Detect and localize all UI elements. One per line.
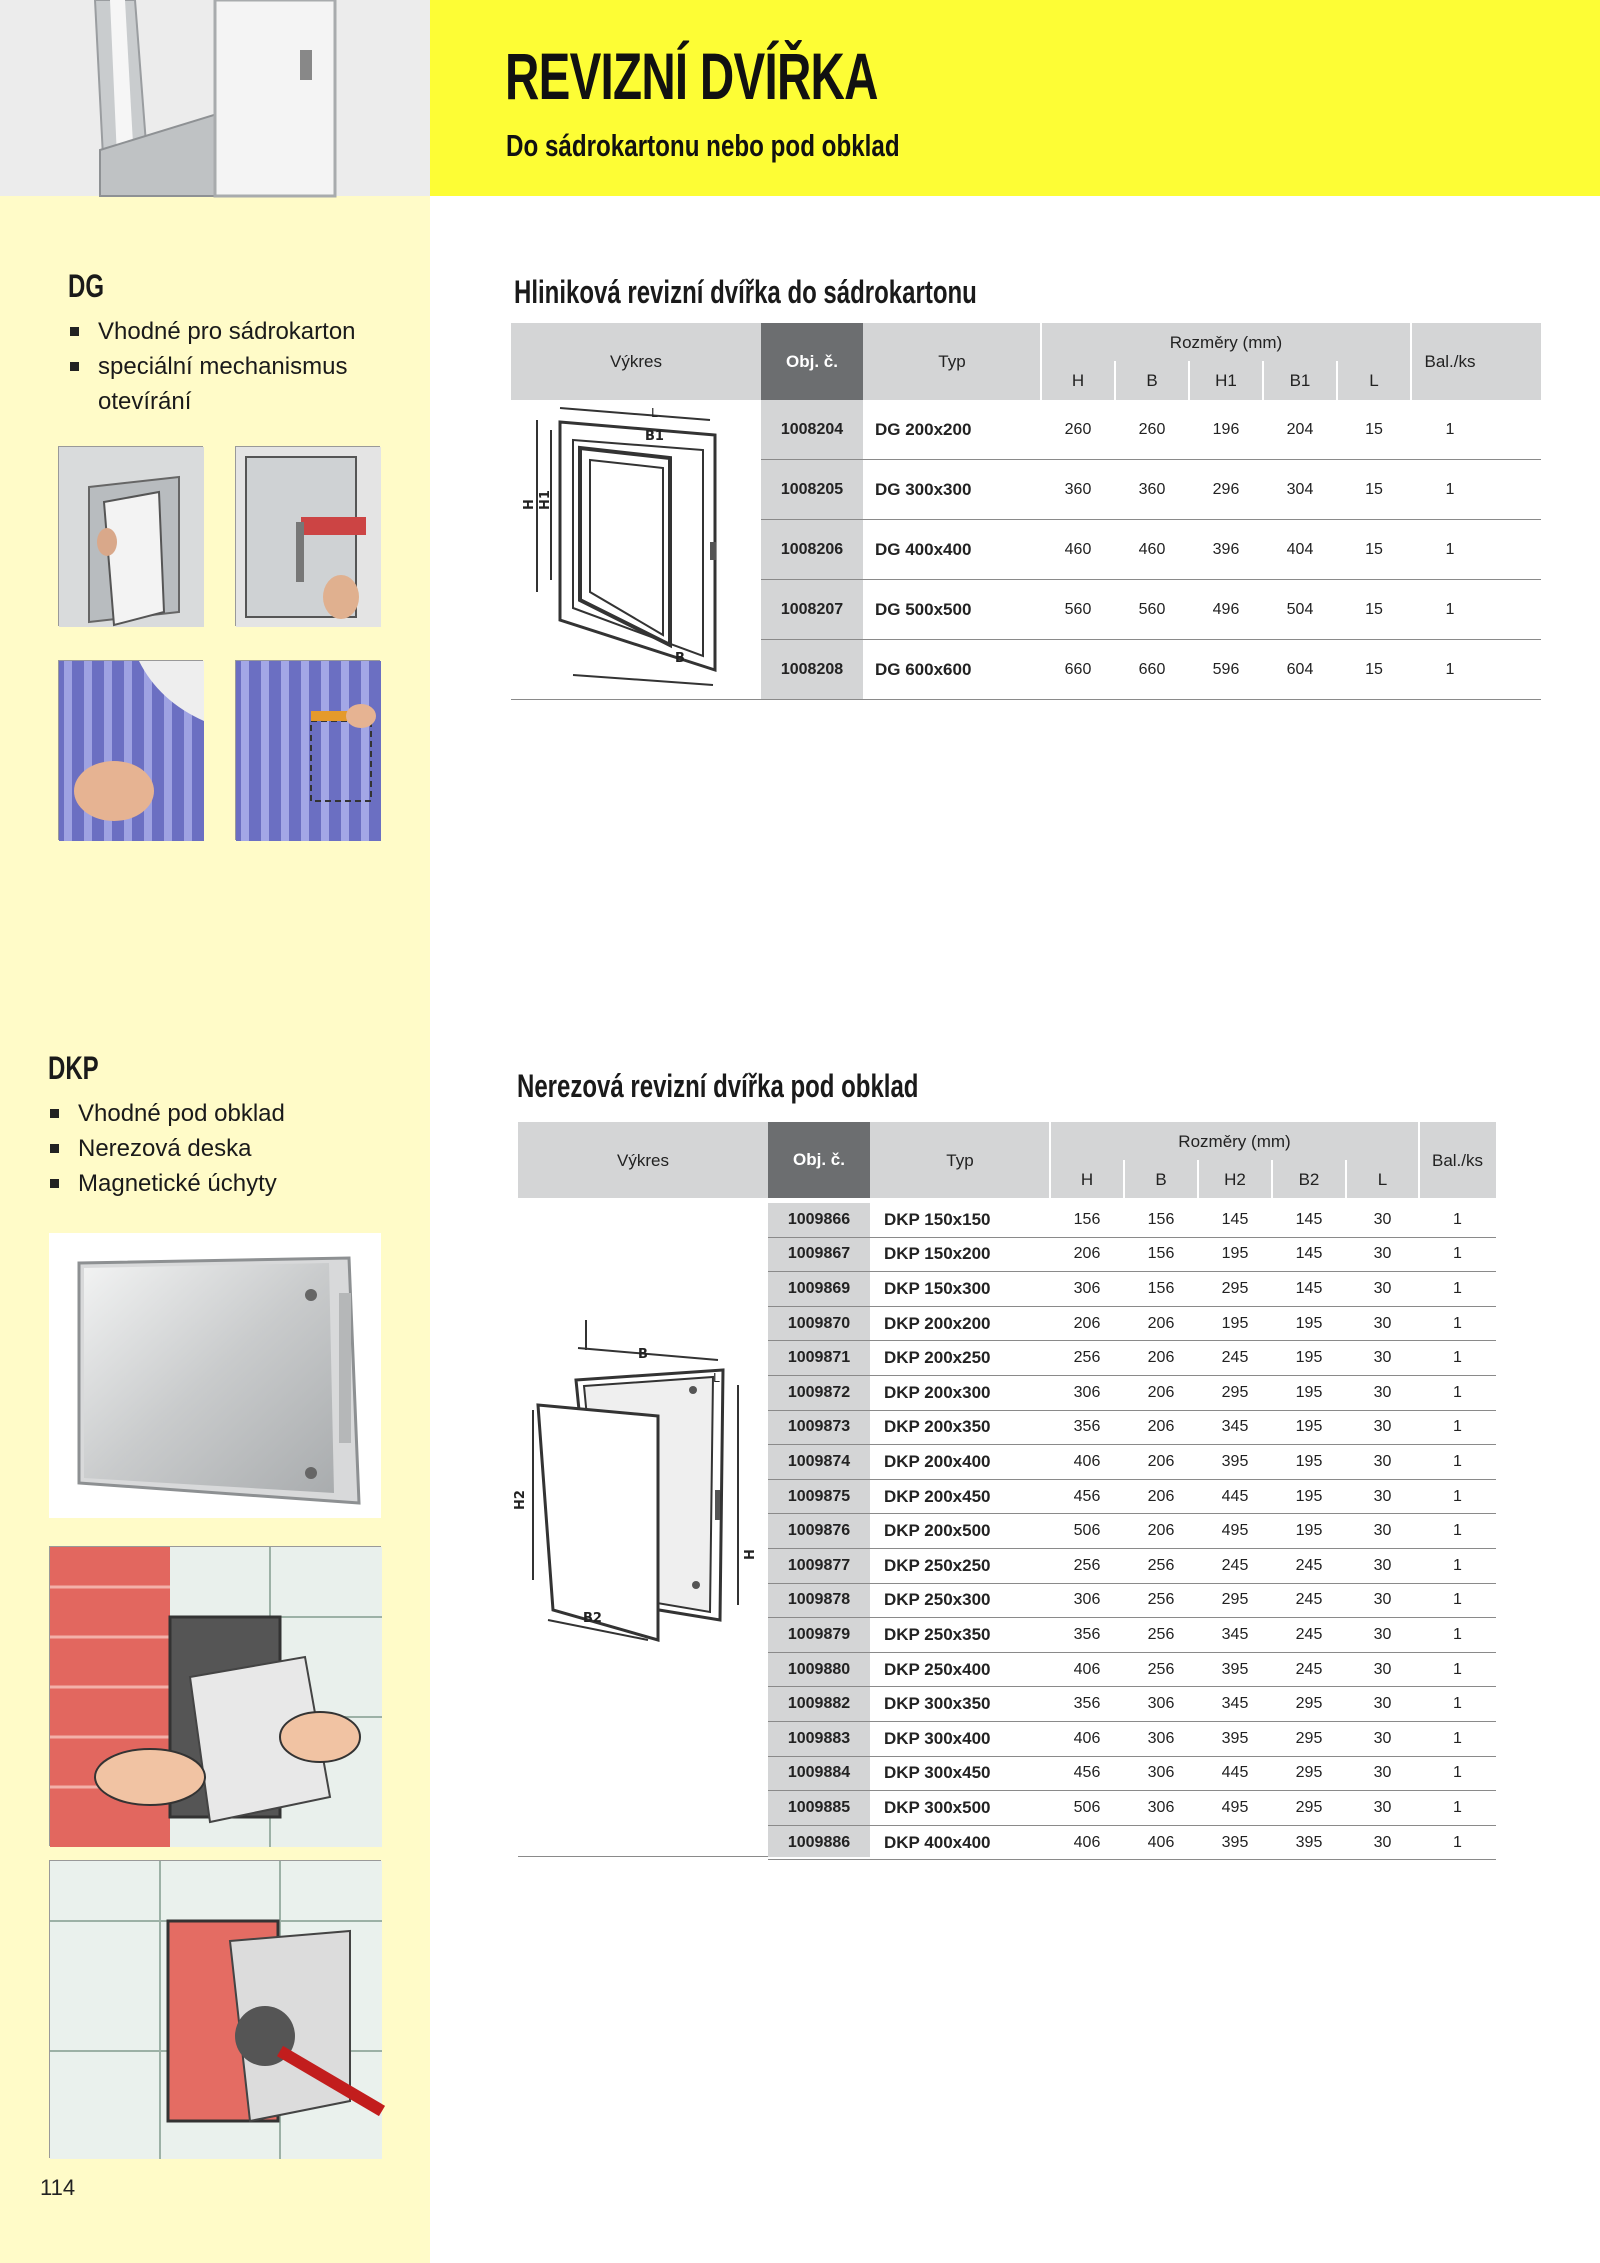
cell-x1: 195 xyxy=(1221,1245,1249,1263)
cell-h: 406 xyxy=(1073,1452,1101,1470)
dkp-header-dims: Rozměry (mm) xyxy=(1178,1132,1291,1151)
dg-drawing-label: H1 xyxy=(538,490,553,510)
cell-l: 30 xyxy=(1373,1556,1392,1574)
cell-x2: 195 xyxy=(1295,1487,1323,1505)
cell-pack: 1 xyxy=(1445,540,1455,558)
cell-b: 660 xyxy=(1138,660,1166,678)
cell-pack: 1 xyxy=(1453,1660,1462,1678)
table-row xyxy=(768,1687,1496,1722)
cell-x2: 195 xyxy=(1295,1418,1323,1436)
cell-x2: 404 xyxy=(1286,540,1314,558)
dkp-drawing-label: B2 xyxy=(583,1611,602,1626)
cell-x2: 195 xyxy=(1295,1452,1323,1470)
cell-x2: 195 xyxy=(1295,1349,1323,1367)
cell-x1: 395 xyxy=(1221,1660,1249,1678)
cell-h: 206 xyxy=(1073,1245,1101,1263)
cell-pack: 1 xyxy=(1453,1695,1462,1713)
cell-pack: 1 xyxy=(1453,1418,1462,1436)
cell-l: 30 xyxy=(1373,1695,1392,1713)
table-row xyxy=(768,1480,1496,1515)
cell-l: 30 xyxy=(1373,1452,1392,1470)
cell-l: 30 xyxy=(1373,1798,1392,1816)
cell-l: 15 xyxy=(1365,600,1383,618)
cell-x2: 245 xyxy=(1295,1591,1323,1609)
cell-typ: DKP 250x350 xyxy=(884,1624,991,1644)
cell-pack: 1 xyxy=(1453,1314,1462,1332)
dg-feature-item: Vhodné pro sádrokarton xyxy=(68,314,356,349)
cell-typ: DG 600x600 xyxy=(875,659,972,679)
page-number: 114 xyxy=(40,2175,76,2200)
dkp-install-photo-1 xyxy=(49,1546,381,1846)
cell-x2: 245 xyxy=(1295,1660,1323,1678)
cell-l: 15 xyxy=(1365,660,1383,678)
cell-pack: 1 xyxy=(1445,420,1455,438)
cell-obj: 1009878 xyxy=(787,1591,851,1609)
cell-b: 460 xyxy=(1138,540,1166,558)
cell-obj: 1009872 xyxy=(787,1383,851,1401)
cell-obj: 1009877 xyxy=(787,1556,851,1574)
dkp-header-obj: Obj. č. xyxy=(768,1122,870,1198)
cell-b: 206 xyxy=(1147,1452,1175,1470)
table-row xyxy=(768,1307,1496,1342)
cell-pack: 1 xyxy=(1453,1245,1462,1263)
cell-b: 206 xyxy=(1147,1314,1175,1332)
cell-x2: 145 xyxy=(1295,1245,1323,1263)
cell-x1: 345 xyxy=(1221,1695,1249,1713)
table-row xyxy=(761,460,1541,520)
dkp-drawing-label: B xyxy=(638,1347,648,1362)
cell-h: 256 xyxy=(1073,1349,1101,1367)
cell-obj: 1009875 xyxy=(787,1487,851,1505)
cell-pack: 1 xyxy=(1453,1487,1462,1505)
table-row xyxy=(768,1722,1496,1757)
cell-typ: DKP 300x450 xyxy=(884,1763,991,1783)
dg-table-title: Hliniková revizní dvířka do sádrokartonu xyxy=(514,274,977,310)
cell-typ: DG 300x300 xyxy=(875,479,972,499)
cell-x2: 245 xyxy=(1295,1556,1323,1574)
cell-pack: 1 xyxy=(1453,1279,1462,1297)
cell-h: 406 xyxy=(1073,1729,1101,1747)
cell-x1: 596 xyxy=(1212,660,1240,678)
cell-typ: DKP 300x350 xyxy=(884,1694,991,1714)
cell-x1: 245 xyxy=(1221,1556,1249,1574)
cell-typ: DKP 150x150 xyxy=(884,1209,991,1229)
cell-x1: 495 xyxy=(1221,1522,1249,1540)
table-row xyxy=(768,1445,1496,1480)
cell-l: 30 xyxy=(1373,1591,1392,1609)
cell-x1: 496 xyxy=(1212,600,1240,618)
table-row xyxy=(768,1791,1496,1826)
dkp-section-code: DKP xyxy=(48,1050,99,1086)
cell-x2: 295 xyxy=(1295,1798,1323,1816)
cell-h: 506 xyxy=(1073,1522,1101,1540)
cell-b: 256 xyxy=(1147,1591,1175,1609)
cell-x2: 295 xyxy=(1295,1764,1323,1782)
cell-obj: 1008208 xyxy=(780,660,844,678)
cell-x2: 395 xyxy=(1295,1833,1323,1851)
cell-obj: 1009869 xyxy=(787,1279,851,1297)
dkp-header-dividers xyxy=(870,1122,1496,1198)
cell-x2: 195 xyxy=(1295,1383,1323,1401)
cell-pack: 1 xyxy=(1445,660,1455,678)
table-row xyxy=(768,1549,1496,1584)
cell-pack: 1 xyxy=(1453,1625,1462,1643)
cell-h: 356 xyxy=(1073,1695,1101,1713)
cell-typ: DKP 200x300 xyxy=(884,1382,991,1402)
cell-obj: 1009873 xyxy=(787,1418,851,1436)
cell-obj: 1009884 xyxy=(787,1764,851,1782)
cell-l: 30 xyxy=(1373,1487,1392,1505)
cell-b: 156 xyxy=(1147,1279,1175,1297)
dg-header-b: B xyxy=(1146,371,1158,390)
cell-h: 306 xyxy=(1073,1279,1101,1297)
table-row xyxy=(761,640,1541,700)
cell-h: 256 xyxy=(1073,1556,1101,1574)
cell-x1: 396 xyxy=(1212,540,1240,558)
cell-obj: 1009867 xyxy=(787,1245,851,1263)
dkp-header-typ: Typ xyxy=(946,1151,974,1170)
cell-pack: 1 xyxy=(1453,1729,1462,1747)
cell-l: 30 xyxy=(1373,1349,1392,1367)
dg-header-h1: H1 xyxy=(1215,371,1237,390)
cell-obj: 1009882 xyxy=(787,1695,851,1713)
cell-x1: 296 xyxy=(1212,480,1240,498)
dkp-drawing-label: H2 xyxy=(513,1490,528,1510)
cell-x1: 195 xyxy=(1221,1314,1249,1332)
cell-typ: DKP 200x350 xyxy=(884,1417,991,1437)
cell-h: 260 xyxy=(1064,420,1092,438)
page-subtitle: Do sádrokartonu nebo pod obklad xyxy=(506,128,900,163)
cell-h: 660 xyxy=(1064,660,1092,678)
dkp-install-photo-2 xyxy=(49,1860,381,2158)
cell-b: 206 xyxy=(1147,1522,1175,1540)
dkp-header-pack: Bal./ks xyxy=(1431,1151,1484,1170)
cell-pack: 1 xyxy=(1453,1210,1462,1228)
dg-technical-drawing xyxy=(522,400,755,690)
table-row xyxy=(768,1341,1496,1376)
cell-pack: 1 xyxy=(1445,600,1455,618)
cell-b: 156 xyxy=(1147,1245,1175,1263)
cell-x1: 345 xyxy=(1221,1625,1249,1643)
cell-l: 30 xyxy=(1373,1764,1392,1782)
dg-header-drawing-label: Výkres xyxy=(610,352,662,371)
cell-x1: 495 xyxy=(1221,1798,1249,1816)
cell-b: 306 xyxy=(1147,1729,1175,1747)
cell-b: 406 xyxy=(1147,1833,1175,1851)
dg-header-dividers xyxy=(863,323,1541,400)
dkp-drawing-label: H xyxy=(743,1549,758,1560)
cell-obj: 1009871 xyxy=(787,1349,851,1367)
cell-typ: DKP 400x400 xyxy=(884,1832,991,1852)
cell-typ: DKP 200x400 xyxy=(884,1451,991,1471)
cell-l: 30 xyxy=(1373,1660,1392,1678)
dg-header-obj: Obj. č. xyxy=(761,323,863,400)
dg-header-b1: B1 xyxy=(1289,371,1311,390)
cell-b: 260 xyxy=(1138,420,1166,438)
cell-pack: 1 xyxy=(1453,1833,1462,1851)
dg-section-code: DG xyxy=(68,268,104,304)
cell-pack: 1 xyxy=(1453,1452,1462,1470)
cell-obj: 1009880 xyxy=(787,1660,851,1678)
cell-h: 156 xyxy=(1073,1210,1101,1228)
cell-typ: DKP 150x200 xyxy=(884,1244,991,1264)
table-row xyxy=(768,1238,1496,1273)
cell-l: 15 xyxy=(1365,420,1383,438)
table-row xyxy=(761,400,1541,460)
cell-l: 30 xyxy=(1373,1314,1392,1332)
cell-typ: DKP 200x450 xyxy=(884,1486,991,1506)
dkp-technical-drawing xyxy=(508,1320,768,1650)
cell-b: 206 xyxy=(1147,1418,1175,1436)
cell-x2: 145 xyxy=(1295,1210,1323,1228)
cell-h: 360 xyxy=(1064,480,1092,498)
cell-typ: DKP 200x200 xyxy=(884,1313,991,1333)
table-row xyxy=(768,1514,1496,1549)
cell-x2: 245 xyxy=(1295,1625,1323,1643)
dg-drawing-label: B1 xyxy=(645,429,664,444)
cell-l: 15 xyxy=(1365,540,1383,558)
product-photo-header xyxy=(0,0,430,196)
cell-b: 256 xyxy=(1147,1556,1175,1574)
cell-x1: 395 xyxy=(1221,1833,1249,1851)
dkp-feature-item: Nerezová deska xyxy=(48,1131,285,1166)
cell-h: 456 xyxy=(1073,1764,1101,1782)
cell-obj: 1008207 xyxy=(780,600,844,618)
cell-h: 306 xyxy=(1073,1591,1101,1609)
cell-obj: 1009870 xyxy=(787,1314,851,1332)
dg-feature-item: otevírání xyxy=(98,388,192,415)
dg-drawing-label: L xyxy=(651,406,658,420)
cell-l: 30 xyxy=(1373,1729,1392,1747)
table-row xyxy=(768,1653,1496,1688)
dg-install-photo-3 xyxy=(58,660,203,840)
cell-b: 156 xyxy=(1147,1210,1175,1228)
cell-pack: 1 xyxy=(1453,1798,1462,1816)
cell-typ: DKP 200x500 xyxy=(884,1521,991,1541)
table-row xyxy=(761,520,1541,580)
dg-header-typ: Typ xyxy=(938,352,966,371)
cell-x2: 195 xyxy=(1295,1314,1323,1332)
dkp-feature-item: Vhodné pod obklad xyxy=(48,1096,285,1131)
cell-b: 206 xyxy=(1147,1383,1175,1401)
dkp-header-h2: H2 xyxy=(1224,1170,1246,1189)
cell-l: 30 xyxy=(1373,1383,1392,1401)
dg-drawing-bottom-rule xyxy=(511,699,761,700)
dg-header-l: L xyxy=(1369,371,1379,390)
cell-b: 360 xyxy=(1138,480,1166,498)
dkp-table-title: Nerezová revizní dvířka pod obklad xyxy=(517,1068,919,1104)
cell-h: 460 xyxy=(1064,540,1092,558)
cell-typ: DKP 300x400 xyxy=(884,1728,991,1748)
cell-obj: 1009886 xyxy=(787,1833,851,1851)
cell-typ: DG 200x200 xyxy=(875,419,972,439)
cell-pack: 1 xyxy=(1453,1349,1462,1367)
cell-obj: 1009866 xyxy=(787,1210,851,1228)
dg-feature-item: speciální mechanismus xyxy=(68,349,356,384)
cell-x1: 295 xyxy=(1221,1383,1249,1401)
cell-l: 30 xyxy=(1373,1245,1392,1263)
cell-typ: DKP 250x300 xyxy=(884,1590,991,1610)
table-row xyxy=(768,1584,1496,1619)
table-row xyxy=(768,1826,1496,1861)
dg-header-pack: Bal./ks xyxy=(1424,352,1476,371)
cell-x1: 196 xyxy=(1212,420,1240,438)
cell-l: 30 xyxy=(1373,1210,1392,1228)
table-row xyxy=(768,1272,1496,1307)
table-row xyxy=(768,1618,1496,1653)
cell-x1: 445 xyxy=(1221,1764,1249,1782)
cell-obj: 1009874 xyxy=(787,1452,851,1470)
dkp-drawing-label: L xyxy=(713,1371,720,1385)
cell-pack: 1 xyxy=(1453,1522,1462,1540)
cell-x2: 145 xyxy=(1295,1279,1323,1297)
cell-typ: DKP 250x250 xyxy=(884,1555,991,1575)
table-row xyxy=(768,1376,1496,1411)
cell-x2: 304 xyxy=(1286,480,1314,498)
cell-x2: 204 xyxy=(1286,420,1314,438)
cell-obj: 1009876 xyxy=(787,1522,851,1540)
dg-header-h: H xyxy=(1071,371,1085,390)
page-title: REVIZNÍ DVÍŘKA xyxy=(505,39,878,113)
cell-l: 30 xyxy=(1373,1833,1392,1851)
cell-l: 30 xyxy=(1373,1279,1392,1297)
cell-x1: 345 xyxy=(1221,1418,1249,1436)
dg-install-photo-2 xyxy=(235,446,380,626)
cell-x1: 445 xyxy=(1221,1487,1249,1505)
cell-obj: 1009879 xyxy=(787,1625,851,1643)
dkp-product-photo xyxy=(49,1233,381,1518)
table-row xyxy=(768,1411,1496,1446)
cell-typ: DKP 250x400 xyxy=(884,1659,991,1679)
cell-obj: 1008206 xyxy=(780,540,844,558)
cell-h: 306 xyxy=(1073,1383,1101,1401)
cell-h: 456 xyxy=(1073,1487,1101,1505)
dg-header-drawing xyxy=(511,323,761,400)
cell-h: 406 xyxy=(1073,1660,1101,1678)
dg-install-photo-1 xyxy=(58,446,203,626)
cell-x2: 504 xyxy=(1286,600,1314,618)
cell-x2: 295 xyxy=(1295,1729,1323,1747)
cell-pack: 1 xyxy=(1453,1383,1462,1401)
dg-feature-list xyxy=(68,314,356,419)
cell-l: 30 xyxy=(1373,1522,1392,1540)
cell-pack: 1 xyxy=(1453,1764,1462,1782)
dg-header-dims: Rozměry (mm) xyxy=(1169,333,1283,352)
cell-h: 406 xyxy=(1073,1833,1101,1851)
dkp-header-h: H xyxy=(1080,1170,1094,1189)
dkp-header-b: B xyxy=(1155,1170,1167,1189)
cell-h: 560 xyxy=(1064,600,1092,618)
cell-typ: DG 400x400 xyxy=(875,539,972,559)
cell-pack: 1 xyxy=(1445,480,1455,498)
dg-drawing-label: B xyxy=(675,651,685,666)
table-row xyxy=(761,580,1541,640)
cell-h: 356 xyxy=(1073,1625,1101,1643)
cell-b: 206 xyxy=(1147,1487,1175,1505)
dkp-header-drawing xyxy=(518,1122,768,1198)
dkp-feature-list xyxy=(48,1096,285,1201)
cell-obj: 1008205 xyxy=(780,480,844,498)
cell-x1: 145 xyxy=(1221,1210,1249,1228)
cell-pack: 1 xyxy=(1453,1556,1462,1574)
cell-obj: 1008204 xyxy=(780,420,844,438)
dg-install-photo-4 xyxy=(235,660,380,840)
cell-b: 256 xyxy=(1147,1625,1175,1643)
cell-x1: 395 xyxy=(1221,1452,1249,1470)
cell-x2: 195 xyxy=(1295,1522,1323,1540)
cell-l: 30 xyxy=(1373,1625,1392,1643)
cell-h: 506 xyxy=(1073,1798,1101,1816)
cell-b: 256 xyxy=(1147,1660,1175,1678)
cell-b: 560 xyxy=(1138,600,1166,618)
dkp-drawing-bottom-rule xyxy=(518,1856,768,1857)
cell-typ: DKP 150x300 xyxy=(884,1278,991,1298)
cell-l: 15 xyxy=(1365,480,1383,498)
cell-pack: 1 xyxy=(1453,1591,1462,1609)
cell-x1: 395 xyxy=(1221,1729,1249,1747)
dkp-feature-item: Magnetické úchyty xyxy=(48,1166,285,1201)
cell-x2: 295 xyxy=(1295,1695,1323,1713)
cell-x2: 604 xyxy=(1286,660,1314,678)
cell-typ: DKP 300x500 xyxy=(884,1797,991,1817)
dg-drawing-label: H xyxy=(522,499,537,510)
cell-h: 356 xyxy=(1073,1418,1101,1436)
table-row xyxy=(768,1203,1496,1238)
cell-h: 206 xyxy=(1073,1314,1101,1332)
dkp-header-drawing-label: Výkres xyxy=(617,1151,669,1170)
cell-obj: 1009883 xyxy=(787,1729,851,1747)
cell-b: 206 xyxy=(1147,1349,1175,1367)
cell-obj: 1009885 xyxy=(787,1798,851,1816)
cell-typ: DG 500x500 xyxy=(875,599,972,619)
cell-b: 306 xyxy=(1147,1798,1175,1816)
dkp-header-b2: B2 xyxy=(1298,1170,1320,1189)
cell-b: 306 xyxy=(1147,1764,1175,1782)
cell-x1: 245 xyxy=(1221,1349,1249,1367)
cell-l: 30 xyxy=(1373,1418,1392,1436)
cell-x1: 295 xyxy=(1221,1279,1249,1297)
dkp-header-l: L xyxy=(1377,1170,1388,1189)
cell-x1: 295 xyxy=(1221,1591,1249,1609)
cell-b: 306 xyxy=(1147,1695,1175,1713)
cell-typ: DKP 200x250 xyxy=(884,1348,991,1368)
table-row xyxy=(768,1757,1496,1792)
